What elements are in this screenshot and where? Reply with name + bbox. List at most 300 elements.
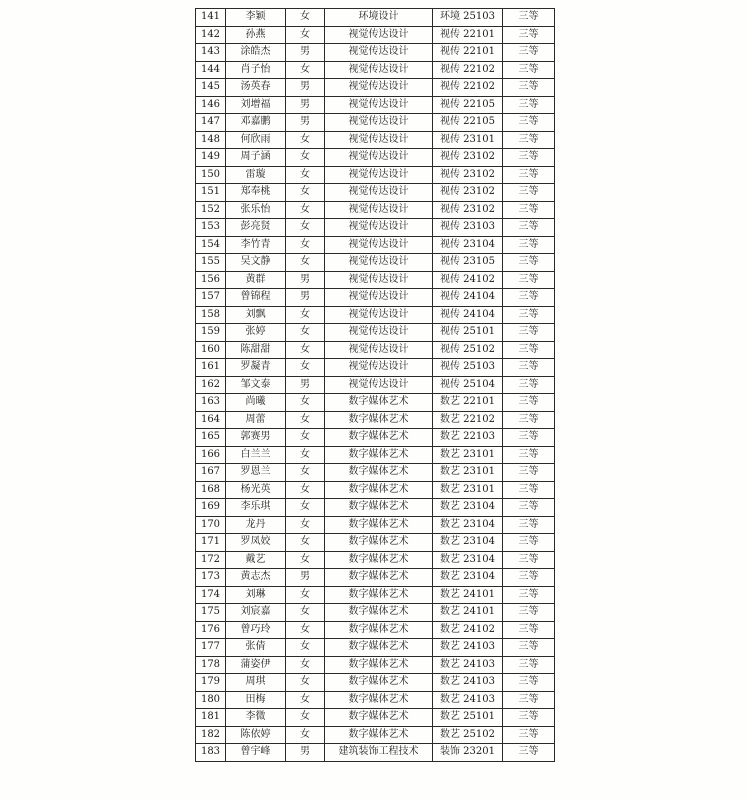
cell-index: 151 bbox=[196, 184, 226, 202]
cell-award-level: 三等 bbox=[503, 184, 555, 202]
table-row bbox=[196, 499, 555, 517]
cell-gender: 女 bbox=[286, 394, 325, 412]
cell-index: 182 bbox=[196, 726, 226, 744]
table-row bbox=[196, 604, 555, 622]
cell-name: 周子涵 bbox=[226, 149, 286, 167]
cell-major: 环境设计 bbox=[325, 9, 433, 27]
cell-name: 黄群 bbox=[226, 271, 286, 289]
table-row bbox=[196, 446, 555, 464]
table-row bbox=[196, 551, 555, 569]
table-row bbox=[196, 254, 555, 272]
cell-class: 环境 25103 bbox=[433, 9, 503, 27]
table-row bbox=[196, 394, 555, 412]
cell-major: 数字媒体艺术 bbox=[325, 481, 433, 499]
cell-class: 视传 23104 bbox=[433, 236, 503, 254]
cell-major: 视觉传达设计 bbox=[325, 114, 433, 132]
cell-index: 146 bbox=[196, 96, 226, 114]
cell-class: 视传 23102 bbox=[433, 166, 503, 184]
cell-class: 视传 24104 bbox=[433, 306, 503, 324]
cell-gender: 女 bbox=[286, 604, 325, 622]
cell-major: 建筑装饰工程技术 bbox=[325, 744, 433, 762]
cell-index: 164 bbox=[196, 411, 226, 429]
cell-index: 180 bbox=[196, 691, 226, 709]
cell-major: 视觉传达设计 bbox=[325, 79, 433, 97]
cell-name: 李竹青 bbox=[226, 236, 286, 254]
table-row bbox=[196, 201, 555, 219]
cell-award-level: 三等 bbox=[503, 306, 555, 324]
cell-name: 吴文静 bbox=[226, 254, 286, 272]
cell-award-level: 三等 bbox=[503, 44, 555, 62]
cell-name: 张倩 bbox=[226, 639, 286, 657]
cell-name: 郑奉桃 bbox=[226, 184, 286, 202]
cell-major: 视觉传达设计 bbox=[325, 96, 433, 114]
cell-index: 147 bbox=[196, 114, 226, 132]
cell-class: 数艺 22103 bbox=[433, 429, 503, 447]
award-roster-table bbox=[195, 8, 555, 762]
cell-index: 174 bbox=[196, 586, 226, 604]
cell-index: 168 bbox=[196, 481, 226, 499]
cell-gender: 女 bbox=[286, 429, 325, 447]
cell-major: 数字媒体艺术 bbox=[325, 516, 433, 534]
cell-class: 数艺 23101 bbox=[433, 446, 503, 464]
cell-gender: 女 bbox=[286, 499, 325, 517]
cell-name: 张婷 bbox=[226, 324, 286, 342]
cell-name: 涂皓杰 bbox=[226, 44, 286, 62]
table-row bbox=[196, 289, 555, 307]
cell-gender: 女 bbox=[286, 464, 325, 482]
cell-major: 视觉传达设计 bbox=[325, 61, 433, 79]
cell-award-level: 三等 bbox=[503, 639, 555, 657]
cell-name: 戴艺 bbox=[226, 551, 286, 569]
cell-class: 视传 23102 bbox=[433, 184, 503, 202]
cell-major: 数字媒体艺术 bbox=[325, 604, 433, 622]
cell-name: 白兰兰 bbox=[226, 446, 286, 464]
cell-major: 视觉传达设计 bbox=[325, 271, 433, 289]
cell-gender: 女 bbox=[286, 236, 325, 254]
cell-class: 数艺 23101 bbox=[433, 464, 503, 482]
cell-award-level: 三等 bbox=[503, 586, 555, 604]
cell-major: 视觉传达设计 bbox=[325, 376, 433, 394]
cell-award-level: 三等 bbox=[503, 709, 555, 727]
cell-class: 数艺 22102 bbox=[433, 411, 503, 429]
table-row bbox=[196, 709, 555, 727]
cell-award-level: 三等 bbox=[503, 726, 555, 744]
cell-name: 彭亮贤 bbox=[226, 219, 286, 237]
cell-index: 170 bbox=[196, 516, 226, 534]
cell-award-level: 三等 bbox=[503, 691, 555, 709]
cell-index: 160 bbox=[196, 341, 226, 359]
cell-index: 163 bbox=[196, 394, 226, 412]
cell-index: 150 bbox=[196, 166, 226, 184]
cell-name: 杨光英 bbox=[226, 481, 286, 499]
cell-index: 152 bbox=[196, 201, 226, 219]
cell-major: 视觉传达设计 bbox=[325, 184, 433, 202]
table-row bbox=[196, 621, 555, 639]
cell-gender: 女 bbox=[286, 516, 325, 534]
cell-class: 数艺 24102 bbox=[433, 621, 503, 639]
cell-major: 视觉传达设计 bbox=[325, 166, 433, 184]
cell-name: 罗凝青 bbox=[226, 359, 286, 377]
cell-index: 166 bbox=[196, 446, 226, 464]
cell-class: 视传 23103 bbox=[433, 219, 503, 237]
cell-major: 视觉传达设计 bbox=[325, 201, 433, 219]
table-row bbox=[196, 79, 555, 97]
cell-award-level: 三等 bbox=[503, 9, 555, 27]
cell-major: 视觉传达设计 bbox=[325, 306, 433, 324]
cell-gender: 女 bbox=[286, 341, 325, 359]
cell-major: 视觉传达设计 bbox=[325, 324, 433, 342]
cell-award-level: 三等 bbox=[503, 604, 555, 622]
cell-award-level: 三等 bbox=[503, 79, 555, 97]
cell-index: 179 bbox=[196, 674, 226, 692]
cell-class: 视传 23102 bbox=[433, 149, 503, 167]
cell-index: 162 bbox=[196, 376, 226, 394]
cell-class: 视传 23101 bbox=[433, 131, 503, 149]
table-row bbox=[196, 219, 555, 237]
cell-index: 183 bbox=[196, 744, 226, 762]
cell-index: 165 bbox=[196, 429, 226, 447]
cell-name: 罗凤姣 bbox=[226, 534, 286, 552]
cell-name: 陈甜甜 bbox=[226, 341, 286, 359]
table-row bbox=[196, 726, 555, 744]
cell-index: 171 bbox=[196, 534, 226, 552]
table-row bbox=[196, 429, 555, 447]
cell-award-level: 三等 bbox=[503, 429, 555, 447]
cell-gender: 男 bbox=[286, 96, 325, 114]
cell-class: 数艺 23104 bbox=[433, 569, 503, 587]
cell-gender: 男 bbox=[286, 44, 325, 62]
cell-class: 装饰 23201 bbox=[433, 744, 503, 762]
cell-award-level: 三等 bbox=[503, 499, 555, 517]
table-row bbox=[196, 376, 555, 394]
cell-major: 视觉传达设计 bbox=[325, 131, 433, 149]
cell-gender: 女 bbox=[286, 306, 325, 324]
cell-index: 172 bbox=[196, 551, 226, 569]
cell-name: 李乐琪 bbox=[226, 499, 286, 517]
cell-gender: 女 bbox=[286, 61, 325, 79]
cell-index: 161 bbox=[196, 359, 226, 377]
cell-class: 视传 22105 bbox=[433, 114, 503, 132]
cell-class: 视传 22101 bbox=[433, 26, 503, 44]
cell-award-level: 三等 bbox=[503, 254, 555, 272]
cell-award-level: 三等 bbox=[503, 271, 555, 289]
cell-class: 视传 25101 bbox=[433, 324, 503, 342]
cell-class: 数艺 23104 bbox=[433, 516, 503, 534]
cell-name: 曾宇峰 bbox=[226, 744, 286, 762]
cell-award-level: 三等 bbox=[503, 656, 555, 674]
cell-index: 177 bbox=[196, 639, 226, 657]
cell-major: 视觉传达设计 bbox=[325, 219, 433, 237]
table-row bbox=[196, 639, 555, 657]
cell-gender: 女 bbox=[286, 656, 325, 674]
cell-major: 视觉传达设计 bbox=[325, 254, 433, 272]
cell-major: 数字媒体艺术 bbox=[325, 691, 433, 709]
table-row bbox=[196, 9, 555, 27]
cell-class: 数艺 23104 bbox=[433, 551, 503, 569]
cell-index: 155 bbox=[196, 254, 226, 272]
cell-name: 张乐怡 bbox=[226, 201, 286, 219]
cell-class: 视传 22102 bbox=[433, 61, 503, 79]
cell-award-level: 三等 bbox=[503, 376, 555, 394]
table-row bbox=[196, 149, 555, 167]
cell-gender: 女 bbox=[286, 359, 325, 377]
table-row bbox=[196, 236, 555, 254]
cell-major: 数字媒体艺术 bbox=[325, 569, 433, 587]
table-row bbox=[196, 691, 555, 709]
cell-major: 数字媒体艺术 bbox=[325, 656, 433, 674]
table-row bbox=[196, 184, 555, 202]
cell-gender: 女 bbox=[286, 201, 325, 219]
cell-name: 李颖 bbox=[226, 9, 286, 27]
cell-gender: 女 bbox=[286, 674, 325, 692]
table-row bbox=[196, 26, 555, 44]
table-row bbox=[196, 131, 555, 149]
cell-index: 153 bbox=[196, 219, 226, 237]
table-row bbox=[196, 656, 555, 674]
cell-award-level: 三等 bbox=[503, 516, 555, 534]
cell-index: 175 bbox=[196, 604, 226, 622]
cell-major: 视觉传达设计 bbox=[325, 236, 433, 254]
cell-index: 167 bbox=[196, 464, 226, 482]
cell-major: 数字媒体艺术 bbox=[325, 429, 433, 447]
cell-award-level: 三等 bbox=[503, 621, 555, 639]
table-row bbox=[196, 359, 555, 377]
table-row bbox=[196, 341, 555, 359]
cell-gender: 女 bbox=[286, 184, 325, 202]
cell-major: 数字媒体艺术 bbox=[325, 639, 433, 657]
cell-major: 视觉传达设计 bbox=[325, 341, 433, 359]
table-row bbox=[196, 114, 555, 132]
cell-class: 视传 22101 bbox=[433, 44, 503, 62]
cell-award-level: 三等 bbox=[503, 61, 555, 79]
cell-class: 视传 22105 bbox=[433, 96, 503, 114]
cell-index: 154 bbox=[196, 236, 226, 254]
table-row bbox=[196, 271, 555, 289]
cell-gender: 女 bbox=[286, 586, 325, 604]
table-row bbox=[196, 569, 555, 587]
cell-index: 143 bbox=[196, 44, 226, 62]
cell-class: 视传 24102 bbox=[433, 271, 503, 289]
cell-gender: 女 bbox=[286, 621, 325, 639]
cell-name: 曾巧玲 bbox=[226, 621, 286, 639]
cell-award-level: 三等 bbox=[503, 464, 555, 482]
cell-award-level: 三等 bbox=[503, 114, 555, 132]
cell-name: 刘琳 bbox=[226, 586, 286, 604]
table-row bbox=[196, 534, 555, 552]
cell-gender: 男 bbox=[286, 569, 325, 587]
cell-index: 158 bbox=[196, 306, 226, 324]
cell-name: 肖子怡 bbox=[226, 61, 286, 79]
table-row bbox=[196, 324, 555, 342]
cell-class: 数艺 24103 bbox=[433, 691, 503, 709]
cell-name: 刘宸嘉 bbox=[226, 604, 286, 622]
cell-gender: 女 bbox=[286, 166, 325, 184]
cell-class: 数艺 23104 bbox=[433, 499, 503, 517]
cell-major: 数字媒体艺术 bbox=[325, 621, 433, 639]
cell-award-level: 三等 bbox=[503, 446, 555, 464]
cell-gender: 女 bbox=[286, 131, 325, 149]
cell-class: 视传 23105 bbox=[433, 254, 503, 272]
cell-award-level: 三等 bbox=[503, 131, 555, 149]
cell-class: 数艺 22101 bbox=[433, 394, 503, 412]
cell-award-level: 三等 bbox=[503, 289, 555, 307]
table-row bbox=[196, 516, 555, 534]
cell-gender: 女 bbox=[286, 481, 325, 499]
table-row bbox=[196, 306, 555, 324]
table-row bbox=[196, 166, 555, 184]
cell-class: 数艺 23104 bbox=[433, 534, 503, 552]
cell-major: 数字媒体艺术 bbox=[325, 499, 433, 517]
cell-class: 视传 25104 bbox=[433, 376, 503, 394]
cell-gender: 女 bbox=[286, 691, 325, 709]
cell-gender: 女 bbox=[286, 411, 325, 429]
cell-gender: 男 bbox=[286, 289, 325, 307]
cell-index: 141 bbox=[196, 9, 226, 27]
cell-major: 视觉传达设计 bbox=[325, 359, 433, 377]
cell-class: 数艺 24103 bbox=[433, 656, 503, 674]
cell-name: 罗恩兰 bbox=[226, 464, 286, 482]
cell-award-level: 三等 bbox=[503, 96, 555, 114]
cell-award-level: 三等 bbox=[503, 26, 555, 44]
cell-index: 181 bbox=[196, 709, 226, 727]
cell-award-level: 三等 bbox=[503, 569, 555, 587]
cell-name: 何欣雨 bbox=[226, 131, 286, 149]
cell-class: 数艺 25102 bbox=[433, 726, 503, 744]
cell-award-level: 三等 bbox=[503, 359, 555, 377]
table-row bbox=[196, 464, 555, 482]
cell-class: 视传 23102 bbox=[433, 201, 503, 219]
cell-name: 蒲姿伊 bbox=[226, 656, 286, 674]
cell-gender: 女 bbox=[286, 254, 325, 272]
cell-name: 周琪 bbox=[226, 674, 286, 692]
cell-award-level: 三等 bbox=[503, 149, 555, 167]
cell-index: 148 bbox=[196, 131, 226, 149]
cell-major: 数字媒体艺术 bbox=[325, 446, 433, 464]
cell-gender: 男 bbox=[286, 79, 325, 97]
cell-index: 145 bbox=[196, 79, 226, 97]
cell-major: 视觉传达设计 bbox=[325, 149, 433, 167]
cell-gender: 女 bbox=[286, 324, 325, 342]
cell-gender: 男 bbox=[286, 376, 325, 394]
cell-class: 视传 22102 bbox=[433, 79, 503, 97]
roster-table-body bbox=[196, 9, 555, 762]
cell-index: 173 bbox=[196, 569, 226, 587]
cell-major: 数字媒体艺术 bbox=[325, 674, 433, 692]
cell-award-level: 三等 bbox=[503, 534, 555, 552]
cell-gender: 男 bbox=[286, 114, 325, 132]
cell-award-level: 三等 bbox=[503, 219, 555, 237]
cell-award-level: 三等 bbox=[503, 551, 555, 569]
cell-award-level: 三等 bbox=[503, 236, 555, 254]
table-row bbox=[196, 674, 555, 692]
cell-name: 李微 bbox=[226, 709, 286, 727]
table-row bbox=[196, 411, 555, 429]
cell-award-level: 三等 bbox=[503, 201, 555, 219]
cell-gender: 女 bbox=[286, 149, 325, 167]
cell-gender: 女 bbox=[286, 726, 325, 744]
cell-name: 陈依婷 bbox=[226, 726, 286, 744]
cell-class: 数艺 24103 bbox=[433, 674, 503, 692]
cell-major: 数字媒体艺术 bbox=[325, 726, 433, 744]
cell-major: 视觉传达设计 bbox=[325, 44, 433, 62]
cell-name: 郭赛男 bbox=[226, 429, 286, 447]
cell-class: 视传 25102 bbox=[433, 341, 503, 359]
cell-gender: 女 bbox=[286, 446, 325, 464]
cell-index: 176 bbox=[196, 621, 226, 639]
cell-name: 雷璇 bbox=[226, 166, 286, 184]
cell-name: 黄志杰 bbox=[226, 569, 286, 587]
cell-gender: 女 bbox=[286, 709, 325, 727]
cell-class: 数艺 24103 bbox=[433, 639, 503, 657]
cell-major: 视觉传达设计 bbox=[325, 26, 433, 44]
table-row bbox=[196, 744, 555, 762]
cell-class: 视传 25103 bbox=[433, 359, 503, 377]
cell-name: 曾锦程 bbox=[226, 289, 286, 307]
cell-award-level: 三等 bbox=[503, 744, 555, 762]
cell-award-level: 三等 bbox=[503, 481, 555, 499]
cell-gender: 男 bbox=[286, 271, 325, 289]
cell-major: 数字媒体艺术 bbox=[325, 464, 433, 482]
cell-name: 田梅 bbox=[226, 691, 286, 709]
cell-name: 刘飘 bbox=[226, 306, 286, 324]
cell-major: 数字媒体艺术 bbox=[325, 534, 433, 552]
cell-index: 142 bbox=[196, 26, 226, 44]
cell-index: 157 bbox=[196, 289, 226, 307]
table-row bbox=[196, 96, 555, 114]
cell-gender: 女 bbox=[286, 551, 325, 569]
cell-index: 149 bbox=[196, 149, 226, 167]
cell-index: 159 bbox=[196, 324, 226, 342]
cell-gender: 女 bbox=[286, 26, 325, 44]
cell-name: 孙燕 bbox=[226, 26, 286, 44]
cell-award-level: 三等 bbox=[503, 411, 555, 429]
cell-name: 周蕾 bbox=[226, 411, 286, 429]
cell-index: 178 bbox=[196, 656, 226, 674]
cell-class: 数艺 25101 bbox=[433, 709, 503, 727]
cell-award-level: 三等 bbox=[503, 324, 555, 342]
cell-name: 汤英春 bbox=[226, 79, 286, 97]
cell-class: 数艺 24101 bbox=[433, 604, 503, 622]
cell-index: 169 bbox=[196, 499, 226, 517]
table-row bbox=[196, 61, 555, 79]
cell-award-level: 三等 bbox=[503, 166, 555, 184]
cell-major: 数字媒体艺术 bbox=[325, 551, 433, 569]
cell-gender: 女 bbox=[286, 219, 325, 237]
cell-name: 尚曦 bbox=[226, 394, 286, 412]
cell-major: 数字媒体艺术 bbox=[325, 586, 433, 604]
table-row bbox=[196, 481, 555, 499]
cell-name: 邓嘉鹏 bbox=[226, 114, 286, 132]
cell-award-level: 三等 bbox=[503, 394, 555, 412]
cell-award-level: 三等 bbox=[503, 674, 555, 692]
cell-gender: 男 bbox=[286, 744, 325, 762]
cell-index: 156 bbox=[196, 271, 226, 289]
cell-award-level: 三等 bbox=[503, 341, 555, 359]
cell-index: 144 bbox=[196, 61, 226, 79]
cell-name: 刘增福 bbox=[226, 96, 286, 114]
cell-class: 数艺 23101 bbox=[433, 481, 503, 499]
cell-gender: 女 bbox=[286, 639, 325, 657]
cell-name: 邹文泰 bbox=[226, 376, 286, 394]
cell-major: 视觉传达设计 bbox=[325, 289, 433, 307]
cell-name: 龙丹 bbox=[226, 516, 286, 534]
table-row bbox=[196, 586, 555, 604]
cell-major: 数字媒体艺术 bbox=[325, 709, 433, 727]
table-row bbox=[196, 44, 555, 62]
cell-gender: 女 bbox=[286, 534, 325, 552]
cell-class: 视传 24104 bbox=[433, 289, 503, 307]
cell-class: 数艺 24101 bbox=[433, 586, 503, 604]
